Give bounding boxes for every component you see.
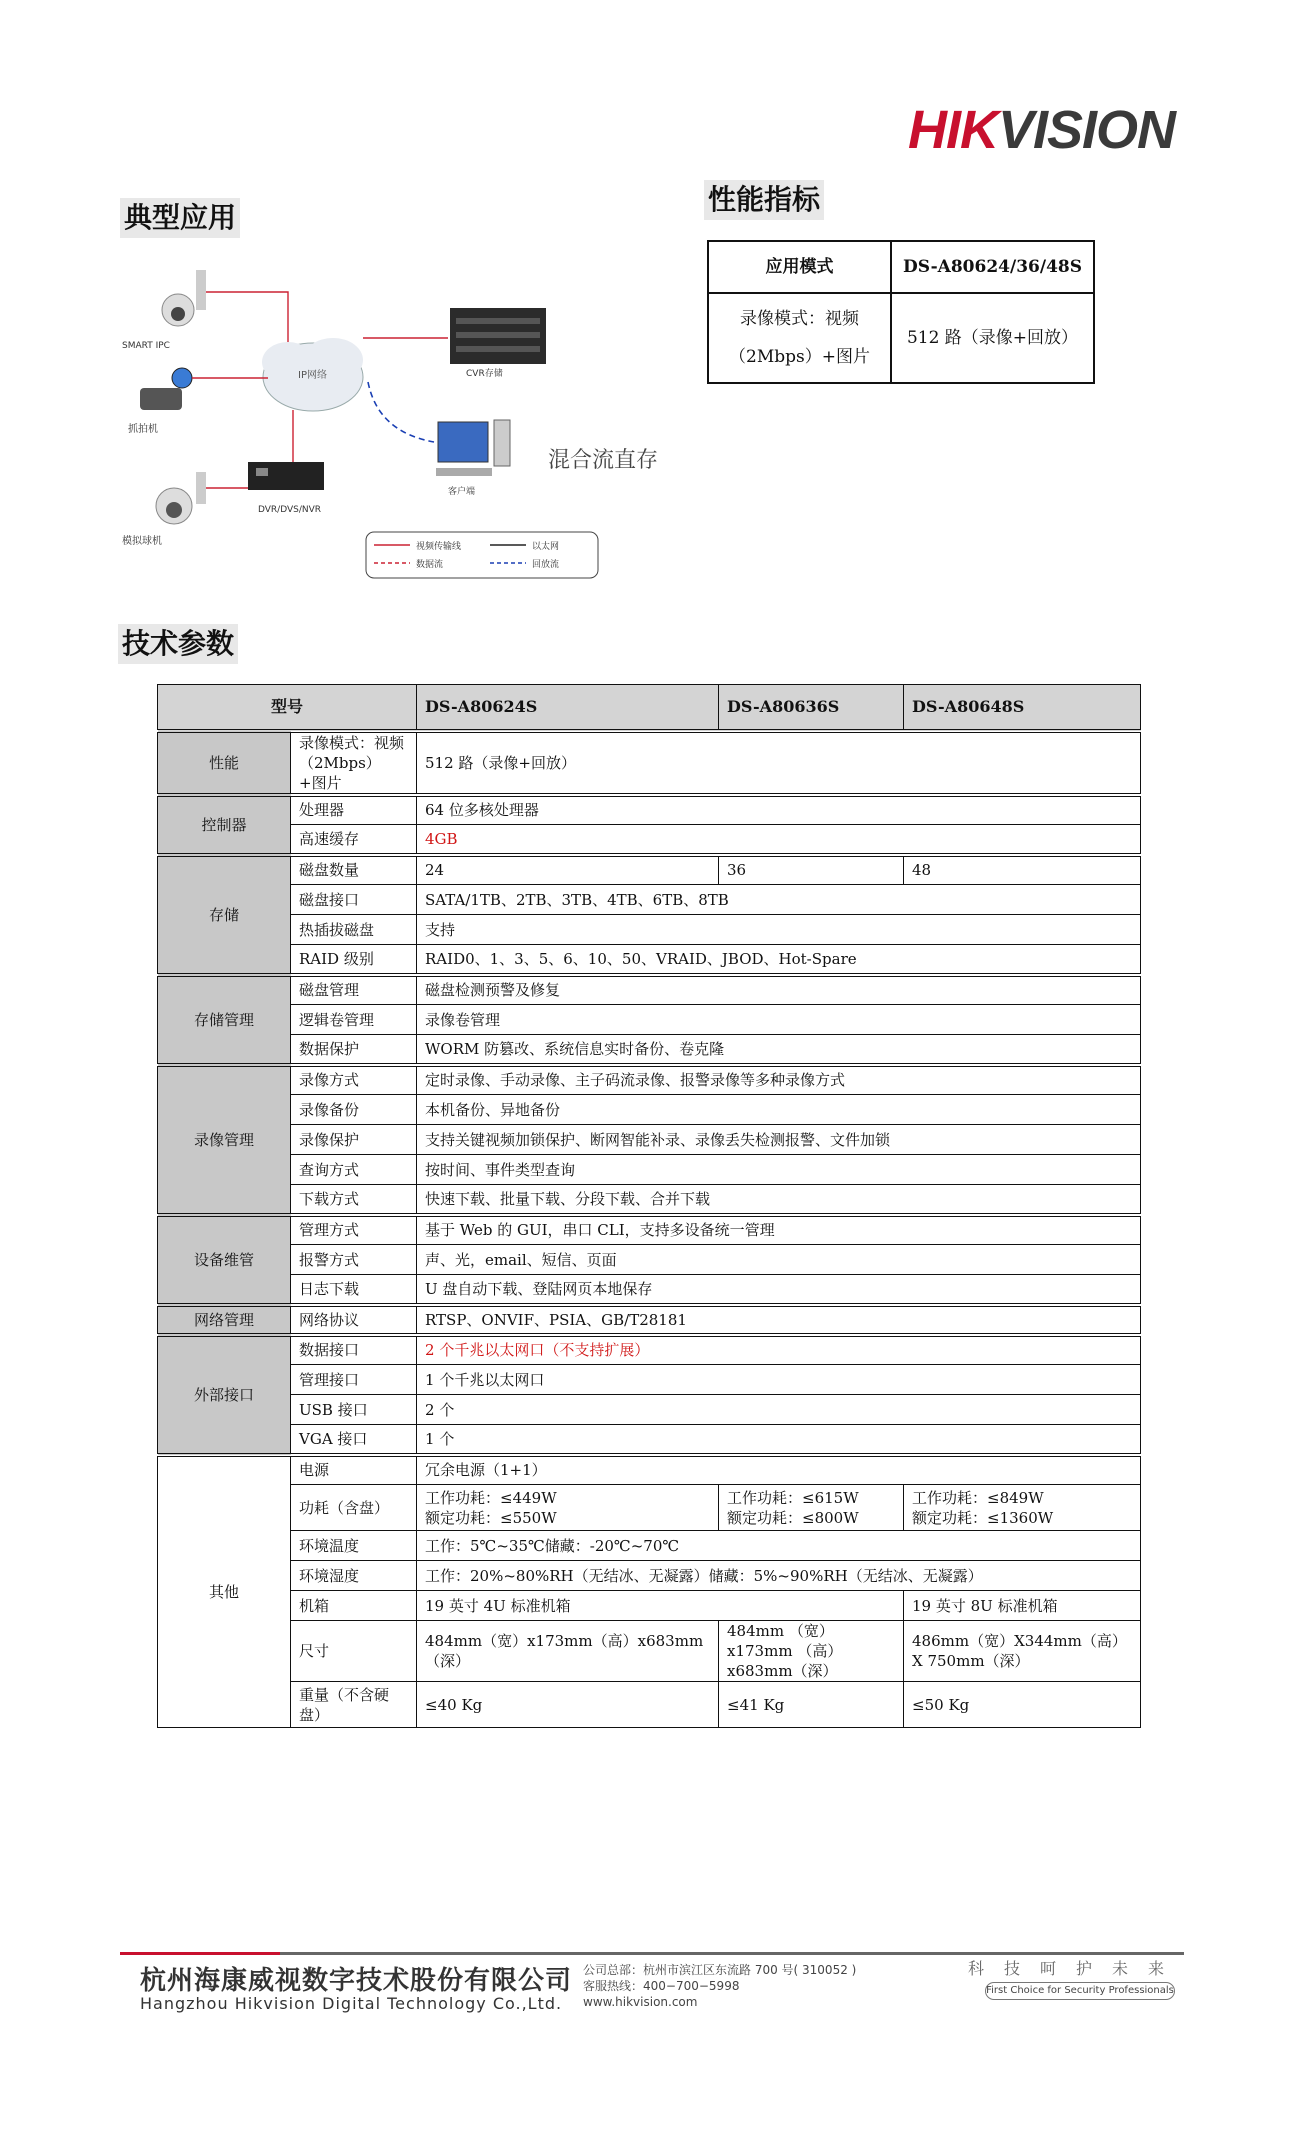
spec-row-perf	[158, 731, 1141, 795]
spec-cell: 磁盘接口	[291, 885, 417, 915]
spec-cell: 声、光，email、短信、页面	[417, 1245, 1141, 1275]
spec-cell: RAID0、1、3、5、6、10、50、VRAID、JBOD、Hot-Spare	[417, 945, 1141, 975]
spec-row-other-hum	[158, 1561, 1141, 1591]
spec-row-other-weight	[158, 1682, 1141, 1728]
spec-category-cell: 网络管理	[158, 1305, 291, 1335]
spec-cell: 磁盘检测预警及修复	[417, 975, 1141, 1005]
spec-row-rec-dl	[158, 1185, 1141, 1215]
footer-address: 公司总部：杭州市滨江区东流路 700 号( 310052 ) 客服热线：400−700−5998 www.hikvision.com	[583, 1963, 857, 2009]
spec-cell: ≤50 Kg	[904, 1682, 1141, 1728]
spec-category-cell: 控制器	[158, 795, 291, 855]
spec-cell: 19 英寸 8U 标准机箱	[904, 1591, 1141, 1621]
spec-cell: 磁盘数量	[291, 855, 417, 885]
section-title-performance: 性能指标	[704, 180, 824, 220]
spec-cell: ≤41 Kg	[719, 1682, 904, 1728]
spec-cell: 24	[417, 855, 719, 885]
spec-header-row	[158, 685, 1141, 731]
footer-tagline: First Choice for Security Professionals	[985, 1982, 1175, 2000]
spec-cell: 数据接口	[291, 1335, 417, 1365]
spec-cell: DS-A80648S	[904, 685, 1141, 731]
spec-cell: 功耗（含盘）	[291, 1485, 417, 1531]
spec-row-rec-prot	[158, 1125, 1141, 1155]
spec-cell: 管理接口	[291, 1365, 417, 1395]
spec-cell: DS-A80636S	[719, 685, 904, 731]
ip-network-label: IP网络	[298, 370, 327, 381]
spec-row-other-power	[158, 1485, 1141, 1531]
spec-row-storage-raid	[158, 945, 1141, 975]
spec-cell: 4GB	[417, 825, 1141, 855]
performance-table	[707, 240, 1095, 384]
spec-cell: 19 英寸 4U 标准机箱	[417, 1591, 904, 1621]
application-diagram	[118, 262, 658, 582]
smart-ipc-camera-icon	[162, 270, 206, 326]
spec-category-cell: 设备维管	[158, 1215, 291, 1305]
spec-cell: 电源	[291, 1455, 417, 1485]
spec-row-storage-num	[158, 855, 1141, 885]
spec-row-rec-backup	[158, 1095, 1141, 1125]
spec-cell: DS-A80624S	[417, 685, 719, 731]
perf-header-mode: 应用模式	[708, 241, 891, 293]
spec-cell: U 盘自动下载、登陆网页本地保存	[417, 1275, 1141, 1305]
spec-cell: 机箱	[291, 1591, 417, 1621]
spec-cell: USB 接口	[291, 1395, 417, 1425]
spec-cell: 1 个千兆以太网口	[417, 1365, 1141, 1395]
footer-slogan: 科技呵护未来	[968, 1959, 1185, 1978]
spec-row-ctrl-cpu	[158, 795, 1141, 825]
spec-cell: SATA/1TB、2TB、3TB、4TB、6TB、8TB	[417, 885, 1141, 915]
spec-cell: 环境湿度	[291, 1561, 417, 1591]
spec-row-other-temp	[158, 1531, 1141, 1561]
hikvision-logo: HIKVISION	[908, 100, 1176, 160]
spec-cell: 工作功耗：≤849W 额定功耗：≤1360W	[904, 1485, 1141, 1531]
spec-cell: 支持	[417, 915, 1141, 945]
playback-flow-line	[368, 382, 434, 442]
spec-cell: 支持关键视频加锁保护、断网智能补录、录像丢失检测报警、文件加锁	[417, 1125, 1141, 1155]
spec-cell: 网络协议	[291, 1305, 417, 1335]
spec-row-storage-iface	[158, 885, 1141, 915]
spec-cell: 本机备份、异地备份	[417, 1095, 1141, 1125]
spec-cell: 2 个千兆以太网口（不支持扩展）	[417, 1335, 1141, 1365]
dome-camera-icon	[156, 472, 206, 524]
spec-row-smgmt-disk	[158, 975, 1141, 1005]
spec-row-other-psu	[158, 1455, 1141, 1485]
spec-cell: 逻辑卷管理	[291, 1005, 417, 1035]
spec-cell: 管理方式	[291, 1215, 417, 1245]
spec-cell: 录像方式	[291, 1065, 417, 1095]
spec-cell: 查询方式	[291, 1155, 417, 1185]
spec-row-ext-vga	[158, 1425, 1141, 1455]
spec-row-ext-mgmt	[158, 1365, 1141, 1395]
spec-row-dev-mgmt	[158, 1215, 1141, 1245]
spec-cell: 冗余电源（1+1）	[417, 1455, 1141, 1485]
spec-cell: 环境温度	[291, 1531, 417, 1561]
spec-row-smgmt-vol	[158, 1005, 1141, 1035]
svg-text:视频传输线: 视频传输线	[416, 542, 462, 552]
client-pc-icon	[436, 420, 510, 476]
spec-cell: 高速缓存	[291, 825, 417, 855]
spec-cell: 工作功耗：≤615W 额定功耗：≤800W	[719, 1485, 904, 1531]
spec-cell: 录像卷管理	[417, 1005, 1141, 1035]
spec-cell: 录像备份	[291, 1095, 417, 1125]
spec-cell: 36	[719, 855, 904, 885]
spec-cell: 486mm（宽）X344mm（高）X 750mm（深）	[904, 1621, 1141, 1682]
spec-cell: 日志下载	[291, 1275, 417, 1305]
spec-cell: 磁盘管理	[291, 975, 417, 1005]
spec-row-rec-mode	[158, 1065, 1141, 1095]
smart-ipc-label: SMART IPC	[122, 341, 170, 351]
svg-text:以太网: 以太网	[532, 542, 560, 552]
footer-company-en: Hangzhou Hikvision Digital Technology Co.,Ltd.	[140, 1994, 563, 2013]
section-title-tech: 技术参数	[118, 624, 238, 664]
perf-header-model: DS-A80624/36/48S	[891, 241, 1094, 293]
spec-cell: 工作功耗：≤449W 额定功耗：≤550W	[417, 1485, 719, 1531]
spec-cell: 1 个	[417, 1425, 1141, 1455]
spec-category-cell: 存储	[158, 855, 291, 975]
spec-cell: 下载方式	[291, 1185, 417, 1215]
spec-cell: 按时间、事件类型查询	[417, 1155, 1141, 1185]
dome-camera-label: 模拟球机	[122, 536, 162, 547]
spec-row-net	[158, 1305, 1141, 1335]
capture-camera-label: 抓拍机	[128, 424, 158, 435]
spec-cell: 尺寸	[291, 1621, 417, 1682]
spec-cell: 512 路（录像+回放）	[417, 731, 1141, 795]
spec-cell: 快速下载、批量下载、分段下载、合并下载	[417, 1185, 1141, 1215]
spec-row-ctrl-cache	[158, 825, 1141, 855]
spec-cell: 型号	[158, 685, 417, 731]
spec-cell: 录像模式：视频 （2Mbps）+图片	[291, 731, 417, 795]
spec-cell: 48	[904, 855, 1141, 885]
spec-cell: RAID 级别	[291, 945, 417, 975]
spec-cell: 重量（不含硬盘）	[291, 1682, 417, 1728]
spec-row-smgmt-prot	[158, 1035, 1141, 1065]
spec-row-other-chassis	[158, 1591, 1141, 1621]
spec-row-dev-log	[158, 1275, 1141, 1305]
diagram-legend	[366, 532, 598, 578]
spec-category-cell: 存储管理	[158, 975, 291, 1065]
spec-cell: 报警方式	[291, 1245, 417, 1275]
perf-mode-cell: 录像模式：视频 （2Mbps）+图片	[708, 293, 891, 383]
spec-cell: 64 位多核处理器	[417, 795, 1141, 825]
spec-cell: 定时录像、手动录像、主子码流录像、报警录像等多种录像方式	[417, 1065, 1141, 1095]
cvr-storage-label: CVR存储	[466, 369, 503, 379]
spec-cell: 工作：20%~80%RH（无结冰、无凝露）储藏：5%~90%RH（无结冰、无凝露）	[417, 1561, 1141, 1591]
spec-cell: 处理器	[291, 795, 417, 825]
spec-cell: ≤40 Kg	[417, 1682, 719, 1728]
spec-category-cell: 其他	[158, 1455, 291, 1728]
spec-row-storage-hot	[158, 915, 1141, 945]
spec-cell: 数据保护	[291, 1035, 417, 1065]
svg-text:数据流: 数据流	[416, 560, 444, 570]
spec-cell: WORM 防篡改、系统信息实时备份、卷克隆	[417, 1035, 1141, 1065]
spec-row-ext-usb	[158, 1395, 1141, 1425]
spec-row-ext-data	[158, 1335, 1141, 1365]
spec-cell: 基于 Web 的 GUI，串口 CLI，支持多设备统一管理	[417, 1215, 1141, 1245]
spec-category-cell: 录像管理	[158, 1065, 291, 1215]
spec-row-other-size	[158, 1621, 1141, 1682]
spec-row-rec-query	[158, 1155, 1141, 1185]
mixed-flow-label: 混合流直存	[548, 448, 658, 473]
spec-cell: 2 个	[417, 1395, 1141, 1425]
spec-category-cell: 外部接口	[158, 1335, 291, 1455]
dvr-device-icon	[248, 462, 324, 490]
footer-company-cn: 杭州海康威视数字技术股份有限公司	[140, 1966, 573, 1996]
cvr-storage-icon	[450, 308, 546, 364]
spec-cell: RTSP、ONVIF、PSIA、GB/T28181	[417, 1305, 1141, 1335]
dvr-label: DVR/DVS/NVR	[258, 505, 322, 515]
spec-row-dev-alarm	[158, 1245, 1141, 1275]
client-label: 客户端	[448, 487, 476, 497]
spec-table	[157, 684, 1141, 1728]
perf-mode-value: 512 路（录像+回放）	[891, 293, 1094, 383]
capture-camera-icon	[140, 368, 192, 410]
spec-cell: 484mm （宽） x173mm （高）x683mm（深）	[719, 1621, 904, 1682]
spec-cell: 工作：5℃~35℃储藏：-20℃~70℃	[417, 1531, 1141, 1561]
section-title-typical: 典型应用	[120, 198, 240, 238]
spec-cell: 热插拔磁盘	[291, 915, 417, 945]
svg-text:回放流: 回放流	[532, 560, 560, 570]
spec-cell: VGA 接口	[291, 1425, 417, 1455]
spec-category-cell: 性能	[158, 731, 291, 795]
spec-cell: 484mm（宽）x173mm（高）x683mm（深）	[417, 1621, 719, 1682]
footer-divider	[120, 1952, 1184, 1955]
spec-cell: 录像保护	[291, 1125, 417, 1155]
